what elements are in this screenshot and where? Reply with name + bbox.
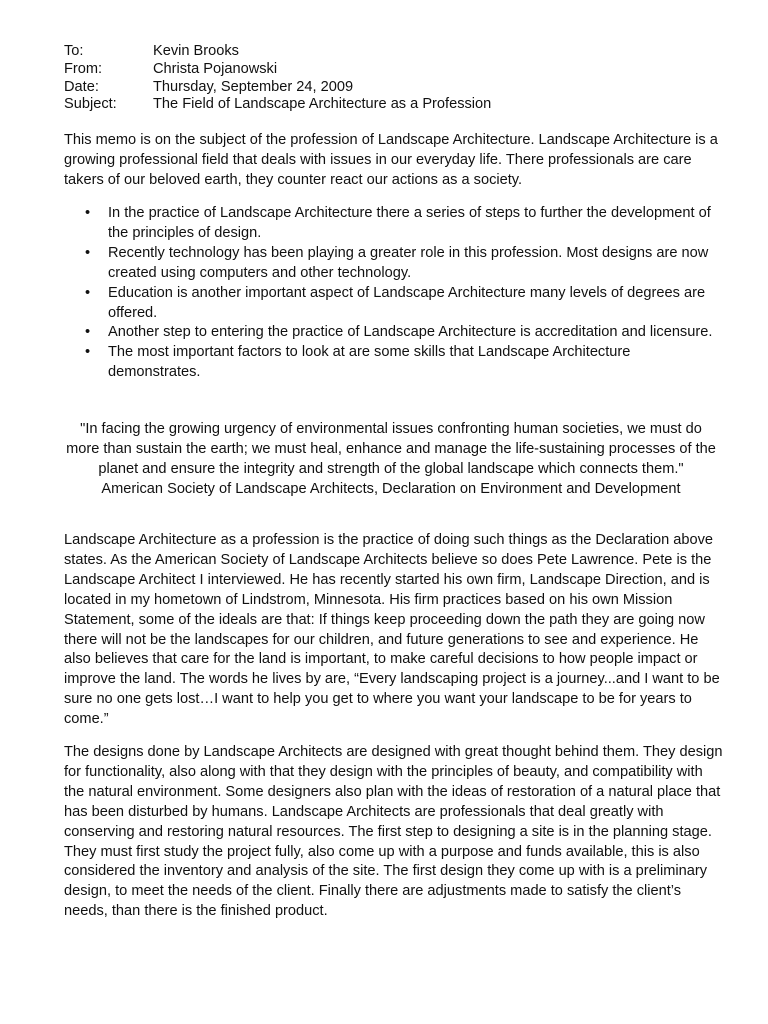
memo-header [64,43,724,114]
list-item-text: Recently technology has been playing a greater role in this profession. Most designs are now created using computers and other technology. [108,244,709,281]
body-paragraph: The designs done by Landscape Architects are designed with great thought behind them. They design for functionality, also along with that they design with the principles of beauty, and compatibility with the natural environment. Some designers also plan with the ideas of restoration of a natural place that has been disturbed by humans. Landscape Architects are professionals that deal greatly with conserving and restoring natural resources. The first step to designing a site is in the planning stage. They must first study the project fully, also come up with a purpose and funds available, this is also considered the inventory and analysis of the site. The first design they come up with is a preliminary design, to meet the needs of the client. Finally there are adjustments made to satisfy the client’s needs, than there is the finished product. [64,744,723,920]
list-item [64,343,724,383]
header-value: Kevin Brooks [153,43,239,59]
list-item-text: Another step to entering the practice of Landscape Architecture is accreditation and licensure. [108,324,713,341]
list-item-text: In the practice of Landscape Architecture there a series of steps to further the development of the principles of design. [108,205,711,241]
bullet-icon: • [85,344,91,361]
body-paragraph: Landscape Architecture as a profession is the practice of doing such things as the Declaration above states. As the American Society of Landscape Architects believe so does Pete Lawrence. Pete is the Landscape Architect I interviewed. He has recently started his own firm, Landscape Direction, and is located in my hometown of Lindstrom, Minnesota. His firm practices based on his own Mission Statement, some of the ideals are that: If things keep proceeding down the path they are going now there will not be the landscapes for our children, and future generations to see and experience. He also believes that care for the land is important, to make careful decisions to how people impact or improve the land. The words he lives by are, “Every landscaping project is a journey...and I want to be sure no one gets lost…I want to help you get to where you want your landscape to be for years to come.” [64,532,720,728]
header-label: From: [64,60,103,77]
header-value: Christa Pojanowski [153,60,278,77]
list-item [64,284,724,324]
memo-header-subject [64,96,724,114]
memo-header-date [64,79,724,97]
list-item-text: The most important factors to look at are some skills that Landscape Architecture demonstrates. [108,344,631,381]
quote-attribution: American Society of Landscape Architects, Declaration on Environment and Development [101,480,681,497]
header-label: To: [64,43,84,59]
header-label: Subject: [64,96,117,113]
bullet-icon: • [85,284,91,301]
list-item-text: Education is another important aspect of Landscape Architecture many levels of degrees are offered. [108,284,706,321]
list-item [64,323,724,343]
header-value: The Field of Landscape Architecture as a Profession [153,96,492,113]
header-value: Thursday, September 24, 2009 [153,78,354,95]
intro-paragraph: This memo is on the subject of the profession of Landscape Architecture. Landscape Architecture is a growing professional field that deals with issues in our everyday life. There professionals are care takers of our beloved earth, they counter react our actions as a society. [64,132,718,188]
quote-text: "In facing the growing urgency of environmental issues confronting human societies, we must do more than sustain the earth; we must heal, enhance and manage the life-sustaining processes of the planet and ensure the integrity and strength of the global landscape which connects them." [66,421,716,477]
bullet-icon: • [85,244,91,261]
header-label: Date: [64,78,99,95]
quote-block [64,420,718,500]
bullet-icon: • [85,324,91,341]
memo-header-to [64,43,724,61]
list-item [64,204,724,244]
bullet-icon: • [85,205,91,221]
list-item [64,244,724,284]
memo-header-from [64,61,724,79]
bullet-list [64,204,724,383]
